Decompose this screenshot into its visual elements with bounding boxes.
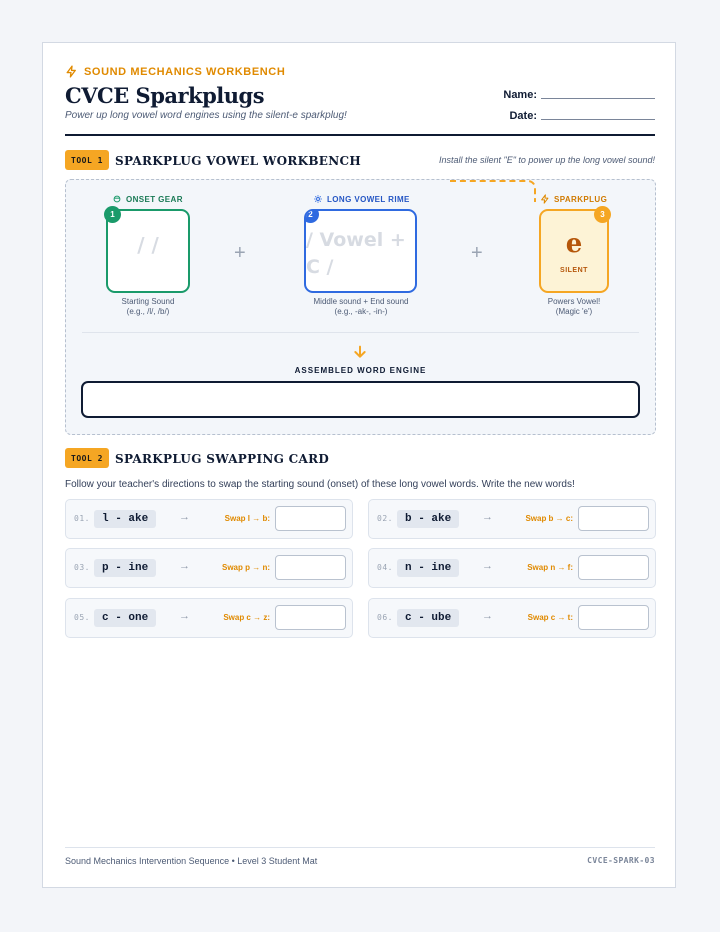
swap-instruction: Swap p → n:	[222, 563, 270, 572]
cog-icon	[313, 194, 323, 204]
arrow-right-icon: →	[179, 511, 190, 523]
sparkplug-tile	[539, 209, 609, 293]
swap-card: 01. l - ake → Swap l → b:	[65, 499, 353, 539]
plus-sign-1: +	[234, 242, 246, 264]
onset-placeholder: / /	[137, 233, 159, 257]
name-line[interactable]	[541, 97, 655, 99]
gear-icon	[112, 194, 122, 204]
swap-card: 05. c - one → Swap c → z:	[65, 598, 353, 638]
tool1-badge: TOOL 1	[65, 150, 109, 170]
assembled-word-input[interactable]	[81, 381, 640, 418]
arrow-right-icon: →	[482, 610, 493, 622]
sparkplug-label: SPARKPLUG	[540, 194, 607, 204]
onset-number: 1	[104, 206, 121, 223]
swap-card: 02. b - ake → Swap b → c:	[368, 499, 656, 539]
arrow-right-icon: →	[179, 560, 190, 572]
name-label: Name:	[503, 89, 537, 101]
word-chip: l - ake	[94, 510, 156, 528]
sparkplug-caption: Powers Vowel! (Magic 'e')	[547, 297, 601, 316]
tool1-note: Install the silent "E" to power up the long vowel sound!	[438, 155, 655, 165]
rime-placeholder: / Vowel + C /	[306, 229, 406, 278]
swap-instructions: Follow your teacher's directions to swap the starting sound (onset) of these long vowel words. Write the new words!	[65, 479, 575, 490]
tool1-title: SPARKPLUG VOWEL WORKBENCH	[115, 154, 361, 168]
tool2-badge: TOOL 2	[65, 448, 109, 468]
answer-box[interactable]	[578, 506, 649, 531]
tool2-title: SPARKPLUG SWAPPING CARD	[115, 452, 330, 466]
footer-sequence: Sound Mechanics Intervention Sequence • Level 3 Student Mat	[65, 856, 318, 866]
swap-instruction: Swap n → f:	[527, 563, 573, 572]
date-field[interactable]	[509, 110, 655, 122]
footer-divider	[65, 847, 655, 848]
sparkplug-connector	[450, 180, 536, 202]
date-label: Date:	[509, 110, 537, 122]
word-chip: b - ake	[397, 510, 459, 528]
page-title: CVCE Sparkplugs	[65, 83, 265, 108]
onset-caption: Starting Sound (e.g., /l/, /b/)	[121, 297, 175, 316]
lightning-icon	[65, 65, 78, 78]
footer-code: CVCE-SPARK-03	[587, 856, 655, 865]
onset-gear-label: ONSET GEAR	[112, 194, 183, 204]
workbench-divider	[82, 332, 639, 333]
swap-instruction: Swap b → c:	[525, 514, 573, 523]
date-line[interactable]	[541, 118, 655, 120]
sparkplug-letter: e	[565, 229, 583, 259]
arrow-right-icon: →	[482, 560, 493, 572]
answer-box[interactable]	[578, 605, 649, 630]
answer-box[interactable]	[275, 605, 346, 630]
swap-instruction: Swap c → t:	[527, 613, 573, 622]
word-chip: c - one	[94, 609, 156, 627]
answer-box[interactable]	[578, 555, 649, 580]
sparkplug-number: 3	[594, 206, 611, 223]
lightning-icon	[540, 194, 550, 204]
assembled-label: ASSEMBLED WORD ENGINE	[294, 366, 427, 375]
answer-box[interactable]	[275, 555, 346, 580]
word-chip: n - ine	[397, 559, 459, 577]
vowel-workbench	[65, 179, 656, 435]
brand-header	[65, 65, 285, 78]
answer-box[interactable]	[275, 506, 346, 531]
name-field[interactable]	[503, 89, 655, 101]
swap-instruction: Swap c → z:	[223, 613, 270, 622]
word-chip: c - ube	[397, 609, 459, 627]
onset-tile[interactable]	[106, 209, 190, 293]
plus-sign-2: +	[471, 242, 483, 264]
word-chip: p - ine	[94, 559, 156, 577]
arrow-right-icon: →	[179, 610, 190, 622]
swap-card: 06. c - ube → Swap c → t:	[368, 598, 656, 638]
arrow-down-icon	[352, 344, 368, 360]
arrow-right-icon: →	[482, 511, 493, 523]
page-subtitle: Power up long vowel word engines using the silent-e sparkplug!	[65, 110, 347, 121]
swap-card: 03. p - ine → Swap p → n:	[65, 548, 353, 588]
long-vowel-rime-label: LONG VOWEL RIME	[313, 194, 410, 204]
header-divider	[65, 134, 655, 136]
rime-caption: Middle sound + End sound (e.g., -ak-, -in-)	[313, 297, 409, 316]
swap-card: 04. n - ine → Swap n → f:	[368, 548, 656, 588]
swap-instruction: Swap l → b:	[224, 514, 270, 523]
silent-tag: SILENT	[560, 267, 588, 274]
worksheet-page	[42, 42, 676, 888]
rime-tile[interactable]	[304, 209, 417, 293]
brand-label: SOUND MECHANICS WORKBENCH	[84, 65, 286, 78]
rime-number: 2	[304, 209, 319, 223]
